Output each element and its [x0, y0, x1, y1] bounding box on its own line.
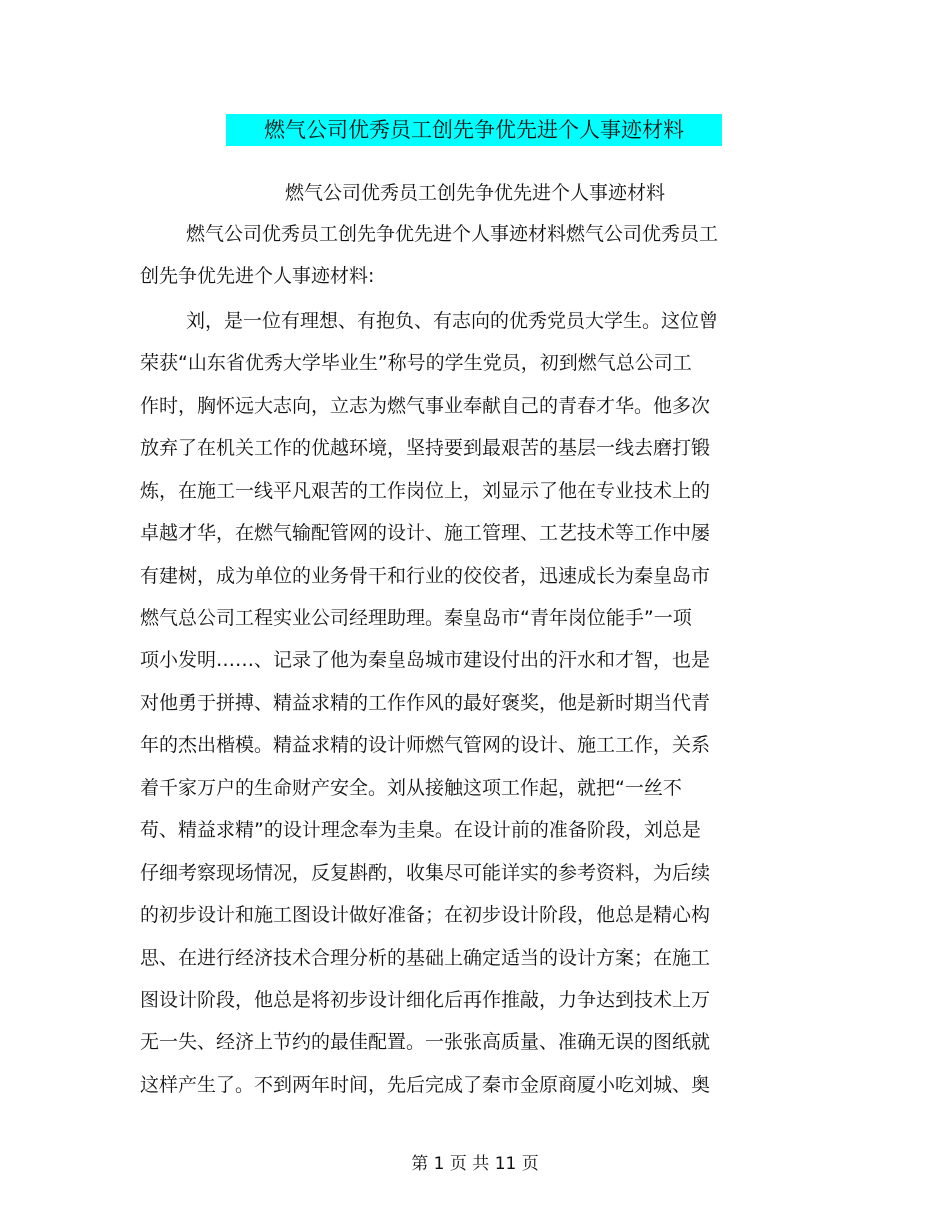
paragraph-line: 对他勇于拼搏、精益求精的工作作风的最好褒奖，他是新时期当代青 [140, 692, 711, 714]
paragraph-line: 燃气公司优秀员工创先争优先进个人事迹材料燃气公司优秀员工 [186, 223, 719, 245]
paragraph-line: 年的杰出楷模。精益求精的设计师燃气管网的设计、施工工作，关系 [140, 734, 711, 756]
paragraph-line: 着千家万户的生命财产安全。刘从接触这项工作起，就把“一丝不 [140, 777, 682, 799]
document-title: 燃气公司优秀员工创先争优先进个人事迹材料 [226, 114, 722, 146]
paragraph-line: 项小发明……、记录了他为秦皇岛城市建设付出的汗水和才智，也是 [140, 649, 711, 671]
paragraph-line: 放弃了在机关工作的优越环境，坚持要到最艰苦的基层一线去磨打锻 [140, 437, 711, 459]
paragraph-line: 创先争优先进个人事迹材料: [140, 265, 375, 287]
paragraph-line: 的初步设计和施工图设计做好准备；在初步设计阶段，他总是精心构 [140, 904, 711, 926]
paragraph-line: 仔细考察现场情况，反复斟酌，收集尽可能详实的参考资料，为后续 [140, 862, 711, 884]
paragraph-line: 炼，在施工一线平凡艰苦的工作岗位上，刘显示了他在专业技术上的 [140, 480, 711, 502]
paragraph-line: 卓越才华，在燃气输配管网的设计、施工管理、工艺技术等工作中屡 [140, 522, 711, 544]
paragraph-line: 苟、精益求精”的设计理念奉为圭臬。在设计前的准备阶段，刘总是 [140, 819, 701, 841]
paragraph-line: 思、在进行经济技术合理分析的基础上确定适当的设计方案；在施工 [140, 947, 711, 969]
paragraph-line: 作时，胸怀远大志向，立志为燃气事业奉献自己的青春才华。他多次 [140, 395, 711, 417]
paragraph-line: 刘，是一位有理想、有抱负、有志向的优秀党员大学生。这位曾 [186, 310, 719, 332]
paragraph-line: 这样产生了。不到两年时间，先后完成了秦市金原商厦小吃刘城、奥 [140, 1074, 711, 1096]
paragraph-line: 荣获“山东省优秀大学毕业生”称号的学生党员，初到燃气总公司工 [140, 352, 692, 374]
paragraph-line: 有建树，成为单位的业务骨干和行业的佼佼者，迅速成长为秦皇岛市 [140, 565, 711, 587]
page-number-footer: 第 1 页 共 11 页 [411, 1154, 539, 1174]
paragraph-line: 图设计阶段，他总是将初步设计细化后再作推敲，力争达到技术上万 [140, 989, 711, 1011]
document-subtitle: 燃气公司优秀员工创先争优先进个人事迹材料 [284, 182, 665, 204]
paragraph-line: 无一失、经济上节约的最佳配置。一张张高质量、准确无误的图纸就 [140, 1031, 711, 1053]
paragraph-line: 燃气总公司工程实业公司经理助理。秦皇岛市“青年岗位能手”一项 [140, 607, 692, 629]
